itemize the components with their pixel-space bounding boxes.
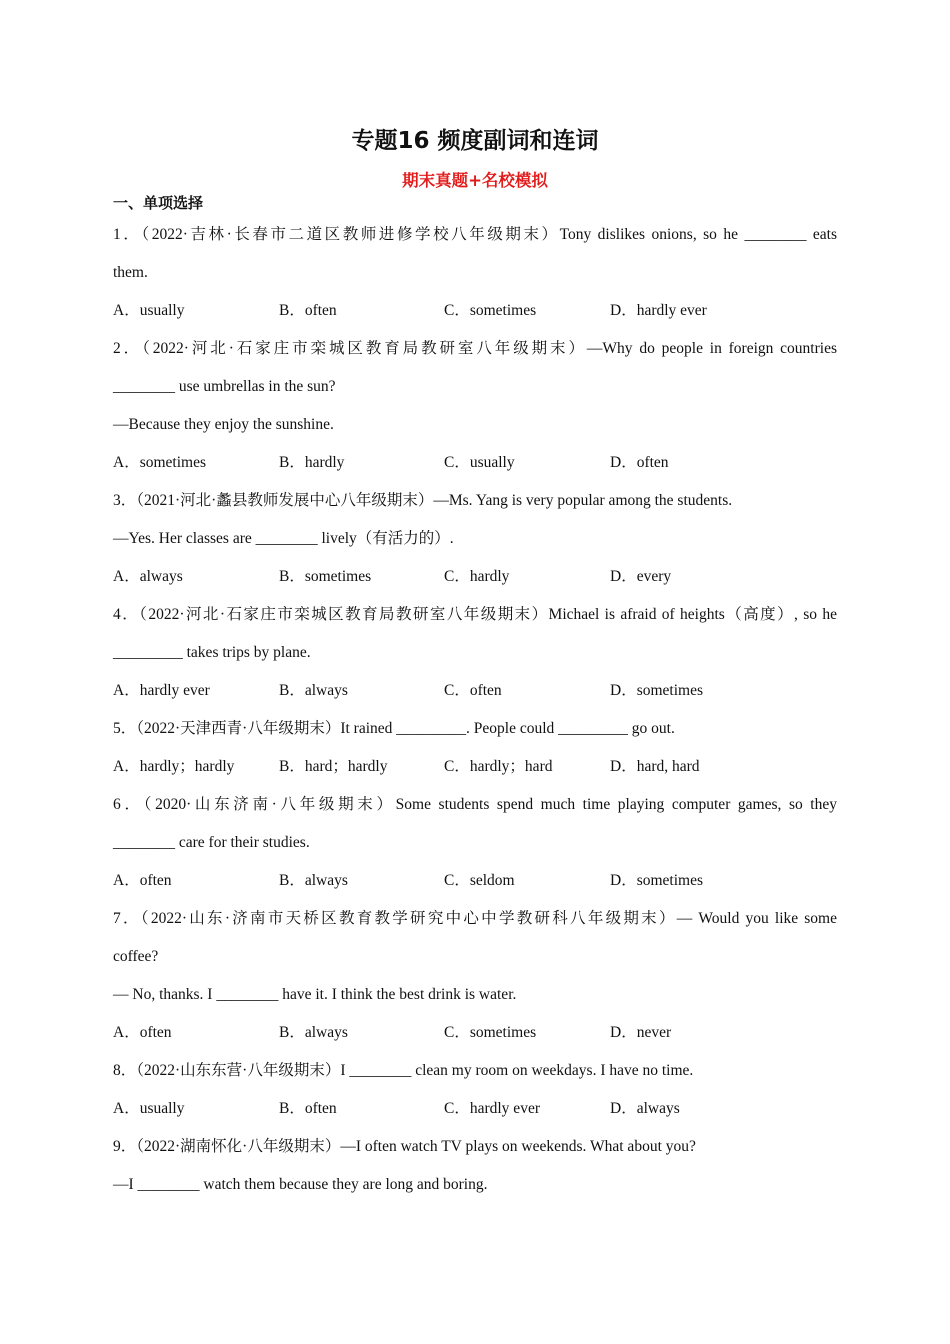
- question-2-stem-answer: —Because they enjoy the sunshine.: [113, 416, 334, 433]
- option-b: B．always: [279, 872, 348, 889]
- page-title: 专题16 频度副词和连词: [351, 128, 599, 154]
- option-a: A．often: [113, 872, 172, 889]
- option-b: B．often: [279, 302, 337, 319]
- question-7-options: [113, 1023, 837, 1043]
- option-c: C．sometimes: [444, 1024, 537, 1041]
- option-b: B．always: [279, 682, 348, 699]
- option-c: C．hardly: [444, 568, 510, 585]
- question-5-options: [113, 757, 837, 777]
- question-1-stem-cont: them.: [113, 264, 148, 281]
- question-4-options: [113, 681, 837, 701]
- question-6-stem-cont: ________ care for their studies.: [113, 834, 310, 851]
- question-8-stem: 8．（2022·山东东营·八年级期末）I ________ clean my room on weekdays. I have no time.: [113, 1062, 694, 1079]
- option-a: A．always: [113, 568, 183, 585]
- question-1-stem: 1．（2022·吉林·长春市二道区教师进修学校八年级期末）Tony dislikes onions, so he ________ eats: [113, 226, 837, 243]
- question-5-stem: 5．（2022·天津西青·八年级期末）It rained _________. People could _________ go out.: [113, 720, 675, 737]
- page-subtitle: 期末真题+名校模拟: [402, 171, 548, 190]
- question-6-options: [113, 871, 837, 891]
- option-d: D．never: [610, 1024, 672, 1041]
- option-c: C．hardly ever: [444, 1100, 540, 1117]
- option-c: C．often: [444, 682, 502, 699]
- option-c: C．hardly；hard: [444, 758, 553, 775]
- question-7-stem-cont: coffee?: [113, 948, 159, 965]
- option-d: D．hard, hard: [610, 758, 700, 775]
- question-9-stem: 9．（2022·湖南怀化·八年级期末）—I often watch TV plays on weekends. What about you?: [113, 1138, 696, 1155]
- option-d: D．sometimes: [610, 872, 703, 889]
- option-c: C．usually: [444, 454, 515, 471]
- option-a: A．hardly；hardly: [113, 758, 235, 775]
- question-1-options: [113, 301, 837, 321]
- option-d: D．often: [610, 454, 669, 471]
- question-8-options: [113, 1099, 837, 1119]
- section-heading: 一、单项选择: [113, 194, 204, 212]
- option-b: B．always: [279, 1024, 348, 1041]
- option-a: A．usually: [113, 302, 185, 319]
- option-a: A．sometimes: [113, 454, 206, 471]
- option-d: D．sometimes: [610, 682, 703, 699]
- option-d: D．every: [610, 568, 672, 585]
- question-3-stem-cont: —Yes. Her classes are ________ lively（有活力的）.: [113, 530, 454, 547]
- question-2-stem-cont: ________ use umbrellas in the sun?: [113, 378, 336, 395]
- option-b: B．hardly: [279, 454, 345, 471]
- question-4-stem-cont: _________ takes trips by plane.: [113, 644, 311, 661]
- question-7-stem-answer: — No, thanks. I ________ have it. I think the best drink is water.: [113, 986, 517, 1003]
- option-a: A．usually: [113, 1100, 185, 1117]
- question-3-stem: 3．（2021·河北·蠡县教师发展中心八年级期末）—Ms. Yang is very popular among the students.: [113, 492, 733, 509]
- option-a: A．hardly ever: [113, 682, 210, 699]
- question-7-stem: 7．（2022·山东·济南市天桥区教育教学研究中心中学教研科八年级期末）— Would you like some: [113, 910, 837, 927]
- option-b: B．sometimes: [279, 568, 372, 585]
- option-d: D．hardly ever: [610, 302, 707, 319]
- question-4-stem: 4．（2022·河北·石家庄市栾城区教育局教研室八年级期末）Michael is afraid of heights（高度）, so he: [113, 606, 837, 623]
- option-b: B．often: [279, 1100, 337, 1117]
- option-b: B．hard；hardly: [279, 758, 388, 775]
- option-c: C．sometimes: [444, 302, 537, 319]
- question-9-stem-cont: —I ________ watch them because they are long and boring.: [113, 1176, 488, 1193]
- question-2-stem: 2．（2022·河北·石家庄市栾城区教育局教研室八年级期末）—Why do people in foreign countries: [113, 340, 837, 357]
- question-3-options: [113, 567, 837, 587]
- option-a: A．often: [113, 1024, 172, 1041]
- question-6-stem: 6．（2020·山东济南·八年级期末）Some students spend much time playing computer games, so they: [113, 796, 837, 813]
- question-2-options: [113, 453, 837, 473]
- option-c: C．seldom: [444, 872, 515, 889]
- option-d: D．always: [610, 1100, 680, 1117]
